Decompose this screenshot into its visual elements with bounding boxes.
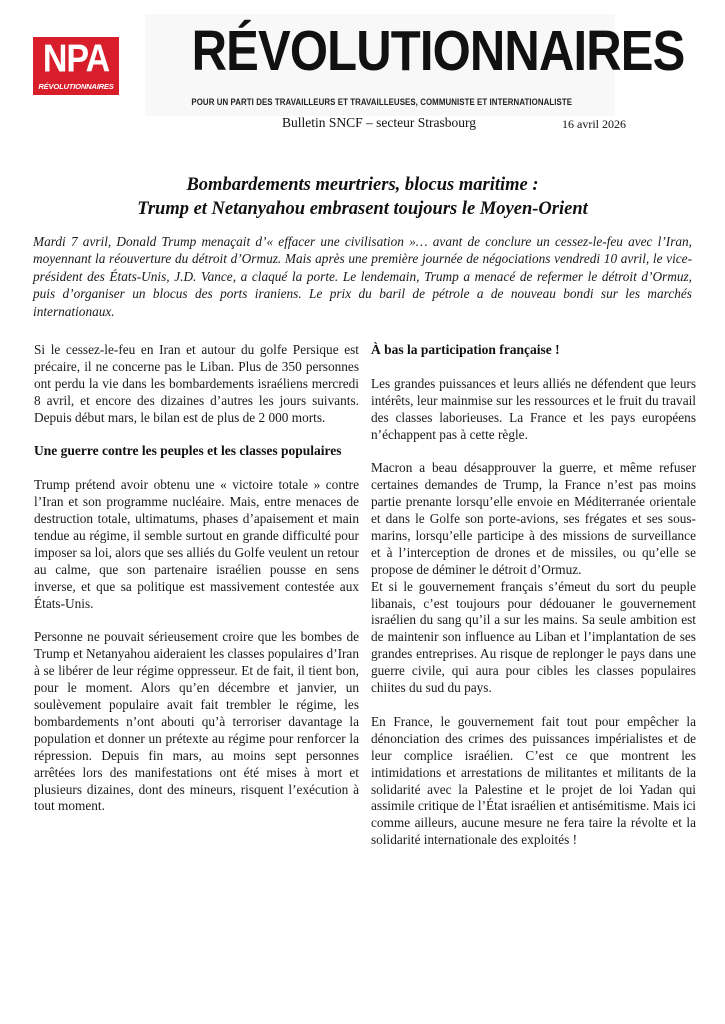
left-column: [34, 342, 359, 832]
publication-title: RÉVOLUTIONNAIRES: [191, 19, 685, 83]
right-paragraph-2: Macron a beau désapprouver la guerre, et même refuser certaines demandes de Trump, la France n’est pas moins partie prenante lorsqu’elle envoie en Méditerranée orientale et dans le Golfe son porte-avions, ses frégates et ses sous-marins, lorsqu’elle participe à des missions de surveillance et à l’interception de drones et de missiles, ou qu’elle se propose de déminer le détroit d’Ormuz.: [371, 460, 696, 577]
right-paragraph-1: Les grandes puissances et leurs alliés ne défendent que leurs intérêts, leur mainmise sur les ressources et le fruit du travail des classes laborieuses. La France et les pays européens n’échappent pas à cette règle.: [371, 375, 696, 442]
right-paragraph-3: Et si le gouvernement français s’émeut du sort du peuple libanais, c’est toujours pour dédouaner le gouvernement israélien du sang qu’il a sur les mains. Sa seule ambition est de maintenir son influence au Liban et l’implantation de ses grandes entreprises. Au risque de replonger le pays dans une guerre civile, qui aura pour cibles les classes populaires chiites du sud du pays.: [371, 578, 696, 696]
logo-subtitle: RÉVOLUTIONNAIRES: [38, 82, 114, 91]
left-paragraph-1: Si le cessez-le-feu en Iran et autour du golfe Persique est précaire, il ne concerne pas le Liban. Plus de 350 personnes ont perdu la vie dans les bombardements israéliens mercredi 8 avril, et encore des dizaines d’autres les jours suivants. Depuis début mars, le bilan est de plus de 2 000 morts.: [34, 342, 359, 425]
lead-paragraph: Mardi 7 avril, Donald Trump menaçait d’« effacer une civilisation »… avant de conclure un cessez-le-feu avec l’Iran, moyennant la réouverture du détroit d’Ormuz. Mais après une première journée de négociations vendredi 10 avril, le vice-président des États-Unis, J.D. Vance, a claqué la porte. Le lendemain, Trump a menacé de refermer le détroit d’Ormuz, puis d’organiser un blocus des ports iraniens. Le prix du baril de pétrole a de nouveau bondi sur les marchés internationaux.: [33, 234, 692, 319]
left-paragraph-2: Trump prétend avoir obtenu une « victoire totale » contre l’Iran et son programme nucléaire. Mais, entre menaces de destruction totale, ultimatums, phases d’apaisement et main tendue au régime, il semble surtout en grande difficulté pour imposer sa loi, alors que ses alliés du Golfe veulent un retour au calme, que son partenaire israélien pousse en sens inverse, et que sa politique est massivement contestée aux États-Unis.: [34, 477, 359, 611]
right-paragraph-4: En France, le gouvernement fait tout pour empêcher la dénonciation des crimes des puissances impérialistes et de leur complice israélien. C’est ce que montrent les intimidations et arrestations de militantes et militants de la solidarité avec la Palestine et le projet de loi Yadan qui assimile critique de l’État israélien et antisémitisme. Mais ici comme ailleurs, aucune mesure ne fera taire la révolte et la solidarité internationale des exploités !: [371, 713, 696, 848]
left-paragraph-3: Personne ne pouvait sérieusement croire que les bombes de Trump et Netanyahou aideraient les classes populaires d’Iran à se libérer de leur régime oppresseur. Et de fait, il tient bon, pour le moment. Alors qu’en décembre et janvier, un soulèvement populaire avait fait trembler le régime, les bombardements n’ont abouti qu’à terroriser davantage la population et donner un prétexte au régime pour renforcer la répression. Depuis fin mars, au moins sept personnes arrêtées lors des manifestations ont été mises à mort et plusieurs dizaines, dont des mineurs, risquent l’exécution à tout moment.: [34, 629, 359, 814]
bulletin-sector: Bulletin SNCF – secteur Strasbourg: [282, 115, 476, 130]
npa-logo: [33, 37, 119, 95]
issue-date: 16 avril 2026: [562, 117, 626, 131]
logo-npa-text: NPA: [42, 37, 110, 81]
right-section-heading: À bas la participation française !: [371, 342, 560, 357]
right-column: [371, 342, 696, 866]
left-section-heading: Une guerre contre les peuples et les classes populaires: [34, 443, 342, 459]
headline-line-2: Trump et Netanyahou embrasent toujours le Moyen-Orient: [137, 199, 588, 220]
headline: [60, 173, 665, 221]
headline-line-1: Bombardements meurtriers, blocus maritime :: [186, 175, 539, 196]
publication-tagline: POUR UN PARTI DES TRAVAILLEURS ET TRAVAILLEUSES, COMMUNISTE ET INTERNATIONALISTE: [191, 97, 573, 108]
